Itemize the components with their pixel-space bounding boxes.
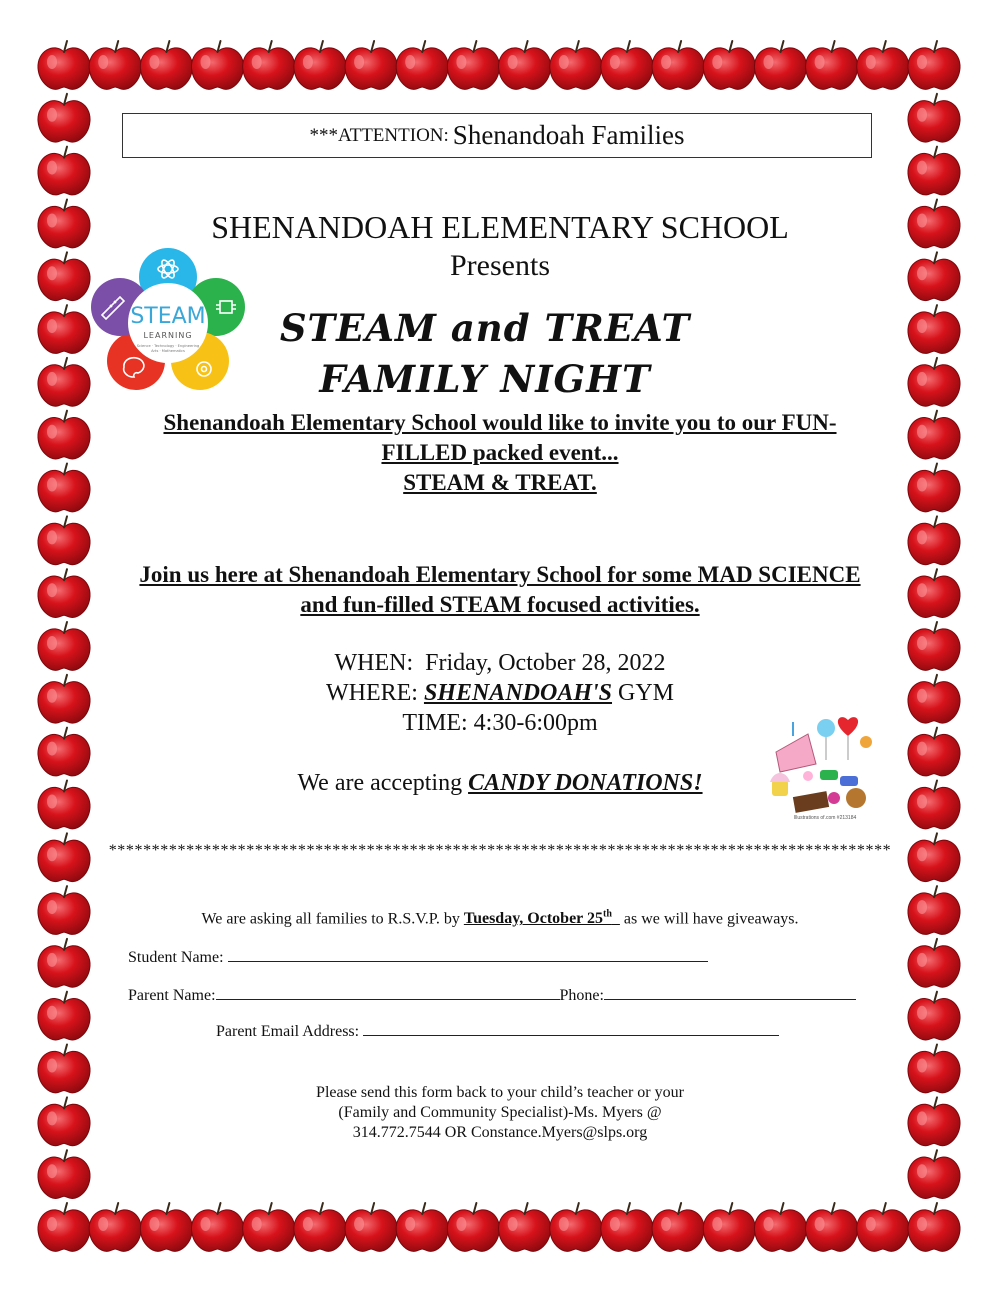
lollipop-icon bbox=[817, 719, 835, 737]
rsvp-prefix: We are asking all families to R.S.V.P. by bbox=[201, 910, 460, 928]
apple-icon bbox=[908, 939, 960, 987]
apple-icon bbox=[140, 1203, 192, 1251]
apple-icon bbox=[38, 252, 90, 300]
apple-icon bbox=[294, 41, 346, 89]
wrapped-candy-icon-2 bbox=[840, 776, 858, 786]
where-emphasis: SHENANDOAH'S bbox=[423, 680, 613, 706]
apple-icon bbox=[447, 41, 499, 89]
where-line bbox=[100, 678, 900, 708]
apple-icon bbox=[38, 1097, 90, 1145]
where-label: WHERE: bbox=[325, 680, 418, 706]
candy-drop-icon bbox=[828, 792, 840, 804]
apple-icon bbox=[38, 516, 90, 564]
apple-icon bbox=[703, 1203, 755, 1251]
apple-icon bbox=[89, 41, 141, 89]
rsvp-line bbox=[100, 904, 900, 930]
apple-icon bbox=[38, 939, 90, 987]
apple-icon bbox=[38, 781, 90, 829]
apple-icon bbox=[38, 41, 90, 89]
apple-icon bbox=[857, 1203, 909, 1251]
apple-icon bbox=[294, 1203, 346, 1251]
join-line-2: and fun-filled STEAM focused activities. bbox=[300, 592, 700, 617]
apple-icon bbox=[89, 1203, 141, 1251]
when-value: Friday, October 28, 2022 bbox=[425, 650, 666, 676]
apple-icon bbox=[908, 305, 960, 353]
apple-icon bbox=[908, 464, 960, 512]
apple-icon bbox=[857, 41, 909, 89]
apple-icon bbox=[908, 41, 960, 89]
apple-icon bbox=[806, 1203, 858, 1251]
rsvp-date bbox=[464, 910, 620, 927]
invite-line-3: STEAM & TREAT. bbox=[403, 470, 597, 495]
apple-icon bbox=[908, 675, 960, 723]
event-title-line-1: STEAM and TREAT bbox=[279, 306, 691, 350]
rsvp-date-text: Tuesday, October 25 bbox=[463, 910, 603, 928]
school-title: SHENANDOAH ELEMENTARY SCHOOL bbox=[211, 209, 789, 245]
time-label: TIME: bbox=[402, 710, 468, 736]
apple-icon bbox=[908, 886, 960, 934]
rsvp-suffix: as we will have giveaways. bbox=[623, 910, 799, 928]
apple-icon bbox=[38, 305, 90, 353]
apple-icon bbox=[550, 41, 602, 89]
apple-icon bbox=[908, 200, 960, 248]
apple-icon bbox=[908, 569, 960, 617]
apple-icon bbox=[652, 1203, 704, 1251]
apple-icon bbox=[38, 728, 90, 776]
time-value: 4:30-6:00pm bbox=[473, 710, 598, 736]
apple-icon bbox=[908, 992, 960, 1040]
apple-icon bbox=[38, 358, 90, 406]
parent-email-field[interactable] bbox=[363, 1021, 779, 1036]
cupcake-icon bbox=[772, 780, 788, 796]
parent-name-label: Parent Name: bbox=[128, 987, 216, 1004]
candy-ball-icon bbox=[860, 736, 872, 748]
when-line bbox=[100, 648, 900, 678]
logo-learning-text: LEARNING bbox=[143, 331, 193, 340]
apple-icon bbox=[38, 464, 90, 512]
apple-icon bbox=[38, 675, 90, 723]
student-name-field[interactable] bbox=[228, 947, 708, 962]
apple-icon bbox=[140, 41, 192, 89]
attention-box bbox=[122, 113, 872, 158]
apple-icon bbox=[908, 1203, 960, 1251]
apple-icon bbox=[908, 411, 960, 459]
phone-label: Phone: bbox=[559, 987, 604, 1004]
parent-name-row bbox=[128, 985, 856, 1007]
candy-prefix: We are accepting bbox=[297, 770, 463, 796]
apple-icon bbox=[908, 1045, 960, 1093]
parent-name-field[interactable] bbox=[216, 985, 560, 1000]
apple-icon bbox=[243, 1203, 295, 1251]
join-line-1: Join us here at Shenandoah Elementary School for some MAD SCIENCE bbox=[139, 562, 861, 587]
apple-icon bbox=[38, 833, 90, 881]
logo-steam-text: STEAM bbox=[130, 304, 206, 329]
attention-prefix: ***ATTENTION: bbox=[309, 124, 449, 146]
apple-icon bbox=[703, 41, 755, 89]
apple-icon bbox=[908, 728, 960, 776]
apple-icon bbox=[447, 1203, 499, 1251]
contact-line-1: Please send this form back to your child’s teacher or your bbox=[316, 1084, 684, 1101]
apple-icon bbox=[345, 41, 397, 89]
wrapped-candy-icon bbox=[820, 770, 838, 780]
apple-icon bbox=[38, 200, 90, 248]
apple-icon bbox=[191, 41, 243, 89]
steam-learning-logo bbox=[88, 245, 248, 395]
event-title-line-2: FAMILY NIGHT bbox=[319, 357, 651, 401]
where-rest: GYM bbox=[618, 680, 675, 706]
apple-icon bbox=[38, 147, 90, 195]
invite-line-2: FILLED packed event... bbox=[381, 440, 619, 465]
apple-icon bbox=[243, 41, 295, 89]
muffin-icon bbox=[846, 788, 866, 808]
apple-icon bbox=[38, 569, 90, 617]
rsvp-date-sup: th bbox=[603, 909, 612, 920]
apple-icon bbox=[806, 41, 858, 89]
cake-slice-icon bbox=[776, 734, 816, 772]
presents-text: Presents bbox=[450, 249, 550, 282]
apple-icon bbox=[38, 886, 90, 934]
apple-icon bbox=[38, 1045, 90, 1093]
student-name-label: Student Name: bbox=[128, 949, 224, 966]
apple-icon bbox=[191, 1203, 243, 1251]
parent-email-label: Parent Email Address: bbox=[216, 1023, 360, 1040]
apple-icon bbox=[908, 252, 960, 300]
candy-emphasis: CANDY DONATIONS! bbox=[468, 770, 703, 796]
apple-icon bbox=[908, 781, 960, 829]
apple-icon bbox=[499, 41, 551, 89]
apple-icon bbox=[38, 1203, 90, 1251]
phone-field[interactable] bbox=[604, 985, 856, 1000]
candy-illustration bbox=[768, 712, 880, 822]
apple-icon bbox=[754, 41, 806, 89]
attention-text: Shenandoah Families bbox=[452, 120, 685, 150]
candle-icon bbox=[792, 722, 794, 736]
apple-icon bbox=[38, 622, 90, 670]
apple-icon bbox=[38, 411, 90, 459]
apple-icon bbox=[652, 41, 704, 89]
apple-icon bbox=[396, 1203, 448, 1251]
contact-line-2: (Family and Community Specialist)-Ms. Myers @ bbox=[338, 1104, 662, 1121]
heart-lollipop-icon bbox=[838, 717, 858, 736]
apple-icon bbox=[345, 1203, 397, 1251]
apple-icon bbox=[550, 1203, 602, 1251]
apple-icon bbox=[908, 1150, 960, 1198]
logo-tagline-1: Science · Technology · Engineering bbox=[136, 344, 200, 348]
parent-email-row bbox=[216, 1021, 779, 1043]
candy-credit: Illustrations of.com #213184 bbox=[793, 815, 857, 821]
apple-icon bbox=[38, 992, 90, 1040]
apple-icon bbox=[38, 1150, 90, 1198]
apple-icon bbox=[908, 1097, 960, 1145]
apple-icon bbox=[908, 516, 960, 564]
when-label: WHEN: bbox=[334, 650, 414, 676]
apple-icon bbox=[396, 41, 448, 89]
apple-icon bbox=[908, 94, 960, 142]
chocolate-bar-icon bbox=[793, 791, 829, 813]
logo-tagline-2: Arts · Mathematics bbox=[151, 349, 185, 353]
student-name-row bbox=[128, 947, 708, 969]
apple-icon bbox=[908, 622, 960, 670]
apple-icon bbox=[601, 1203, 653, 1251]
contact-line-3: 314.772.7544 OR Constance.Myers@slps.org bbox=[352, 1124, 648, 1141]
asterisk-divider: ******************************************************************************************* bbox=[108, 842, 892, 859]
apple-icon bbox=[908, 147, 960, 195]
apple-icon bbox=[499, 1203, 551, 1251]
apple-icon bbox=[601, 41, 653, 89]
invite-line-1: Shenandoah Elementary School would like to invite you to our FUN- bbox=[163, 410, 837, 435]
apple-icon bbox=[754, 1203, 806, 1251]
apple-icon bbox=[908, 358, 960, 406]
apple-icon bbox=[38, 94, 90, 142]
apple-icon bbox=[908, 833, 960, 881]
